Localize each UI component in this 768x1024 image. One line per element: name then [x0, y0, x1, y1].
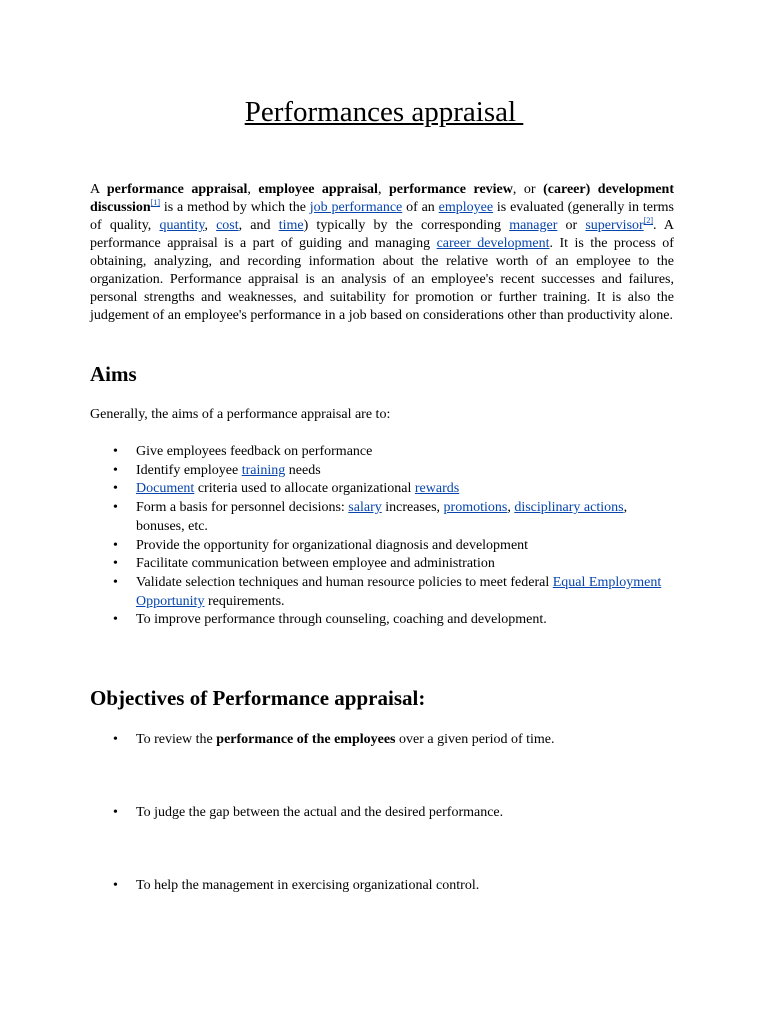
- list-item-text: To help the management in exercising organizational control.: [136, 878, 480, 893]
- objective-item: [90, 877, 670, 895]
- text-run: or: [557, 218, 586, 233]
- list-item-text: needs: [285, 462, 321, 478]
- list-item: [90, 555, 670, 574]
- text-run: ,: [247, 182, 259, 197]
- list-item: [90, 480, 670, 499]
- text-run: , or: [512, 182, 544, 197]
- term-performance-review: performance review: [388, 182, 513, 197]
- list-item: [90, 611, 670, 630]
- list-item-text: ,: [507, 500, 515, 516]
- list-item: [90, 499, 670, 536]
- link-manager[interactable]: manager: [509, 218, 558, 233]
- link-employee[interactable]: employee: [438, 200, 494, 215]
- link-salary[interactable]: salary: [348, 500, 382, 516]
- reference-link-1[interactable]: [1]: [150, 198, 161, 207]
- term-career-development-discussion: (career) development discussion: [90, 182, 674, 215]
- text-run: ) typically by the corresponding: [303, 218, 510, 233]
- section-heading-aims: Aims: [90, 362, 137, 386]
- objective-item: [90, 804, 670, 822]
- list-item-text: Form a basis for personnel decisions:: [136, 500, 349, 516]
- list-item-text: Validate selection techniques and human resource policies to meet federal: [136, 574, 553, 590]
- aims-intro-text: Generally, the aims of a performance appraisal are to:: [90, 407, 391, 422]
- text-run: of an: [402, 200, 439, 215]
- link-job-performance[interactable]: job performance: [309, 200, 403, 215]
- list-item-text: Give employees feedback on performance: [136, 444, 373, 459]
- link-disciplinary-actions[interactable]: disciplinary actions: [514, 500, 624, 516]
- list-item-text: , bonuses, etc.: [136, 500, 628, 534]
- section-heading-objectives: Objectives of Performance appraisal:: [90, 686, 426, 710]
- text-run: is a method by which the: [160, 200, 310, 215]
- list-item-text: requirements.: [204, 593, 285, 609]
- list-item: [90, 462, 670, 481]
- list-item-text: To improve performance through counseling, coaching and development.: [136, 612, 547, 628]
- text-run: , and: [238, 218, 279, 233]
- list-item-text: Facilitate communication between employee and administration: [136, 556, 495, 572]
- list-item-text: Identify employee: [136, 462, 242, 478]
- link-time[interactable]: time: [278, 218, 304, 233]
- term-performance-appraisal: performance appraisal: [106, 182, 248, 197]
- link-cost[interactable]: cost: [216, 218, 239, 233]
- link-career-development[interactable]: career development: [436, 236, 550, 251]
- emphasis-text: performance of the employees: [216, 732, 396, 747]
- link-training[interactable]: training: [241, 462, 286, 478]
- objective-item: [90, 731, 670, 749]
- page-title: Performances appraisal: [244, 96, 524, 128]
- link-supervisor[interactable]: supervisor: [585, 218, 644, 233]
- link-document[interactable]: Document: [136, 481, 195, 497]
- list-item: [90, 574, 670, 611]
- aims-list: [90, 443, 670, 630]
- list-item-text: increases,: [381, 500, 444, 516]
- link-rewards[interactable]: rewards: [414, 481, 460, 497]
- text-run: ,: [204, 218, 217, 233]
- list-item-text: To judge the gap between the actual and the desired performance.: [136, 805, 504, 820]
- text-run: A: [90, 182, 107, 197]
- link-quantity[interactable]: quantity: [159, 218, 205, 233]
- list-item: [90, 443, 670, 462]
- link-equal-employment-opportunity[interactable]: Equal Employment Opportunity: [136, 574, 662, 609]
- list-item-text: over a given period of time.: [395, 732, 555, 747]
- intro-paragraph: [90, 181, 674, 325]
- text-run: . A performance appraisal is a part of guiding and managing: [90, 218, 675, 251]
- reference-link-2[interactable]: [2]: [643, 216, 654, 225]
- list-item-text: Provide the opportunity for organizational diagnosis and development: [136, 537, 529, 553]
- link-promotions[interactable]: promotions: [443, 500, 508, 516]
- list-item-text: To review the: [136, 732, 217, 747]
- term-employee-appraisal: employee appraisal: [258, 182, 378, 197]
- list-item-text: criteria used to allocate organizational: [194, 481, 415, 497]
- text-run: . It is the process of obtaining, analyzing, and recording information about the relative worth of an employee to the organization. Performance appraisal is an analysis of an employee's recent successes and failures, personal strengths and weaknesses, and suitability for promotion or further training. It is also the judgement of an employee's performance in a job based on considerations other than productivity alone.: [90, 236, 674, 323]
- text-run: is evaluated (generally in terms of quality,: [90, 200, 674, 233]
- list-item: [90, 537, 670, 556]
- text-run: ,: [377, 182, 389, 197]
